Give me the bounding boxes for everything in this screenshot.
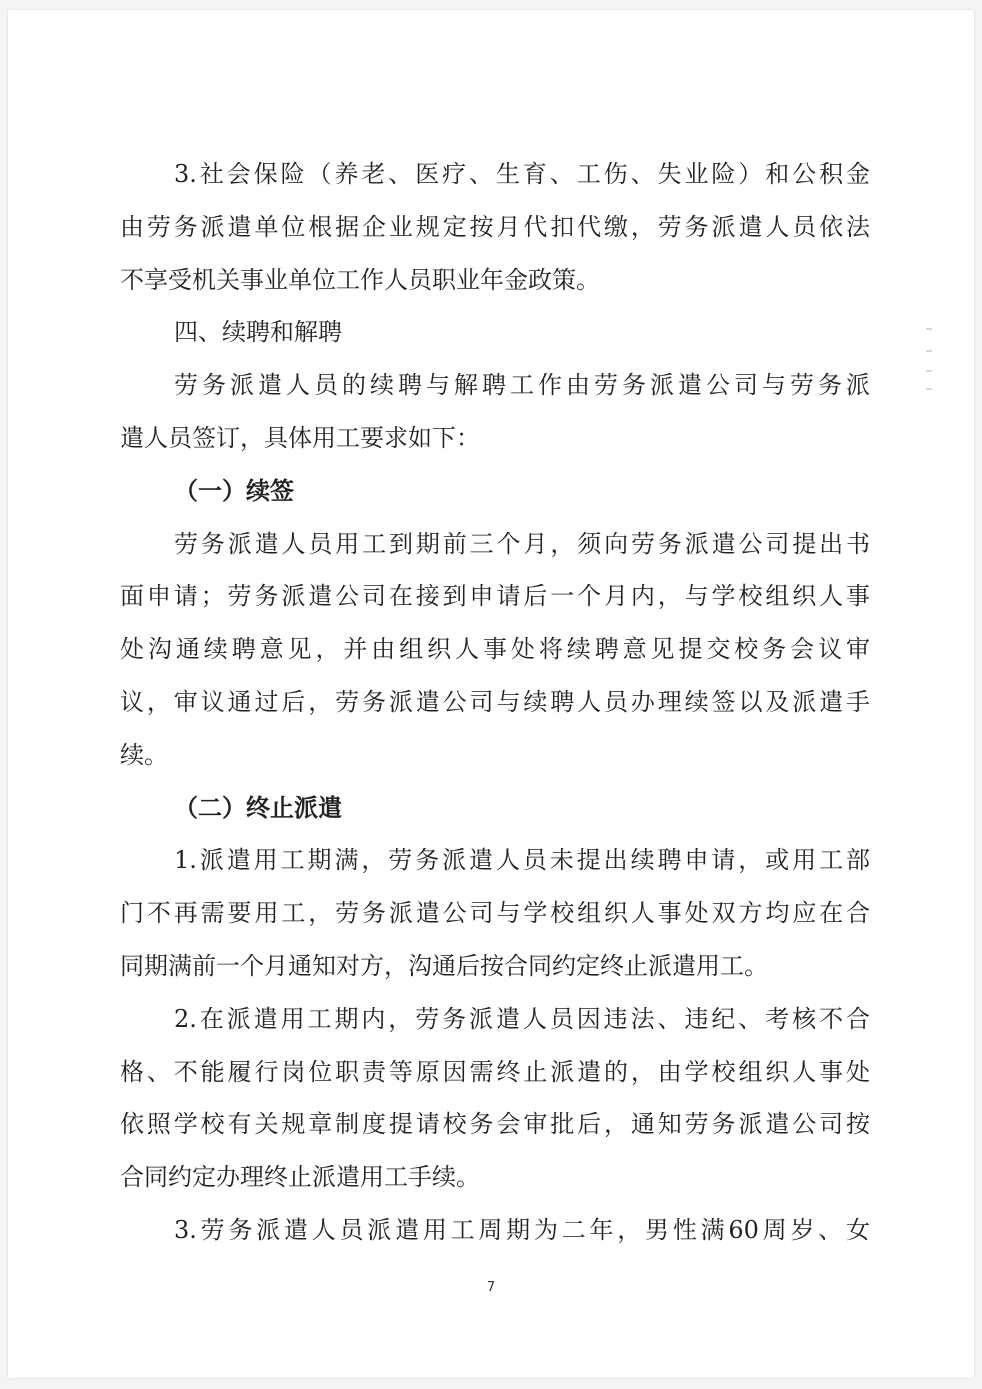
text-line: 同期满前一个月通知对方，沟通后按合同约定终止派遣用工。 (120, 951, 768, 980)
document-body (120, 148, 870, 1257)
document-page (8, 10, 974, 1378)
text-line: 3.劳务派遣人员派遣用工周期为二年，男性满60周岁、女 (174, 1215, 870, 1244)
text-line: 由劳务派遣单位根据企业规定按月代扣代缴，劳务派遣人员依法 (120, 212, 870, 241)
section-heading: 四、续聘和解聘 (174, 318, 342, 347)
text-line: 门不再需要用工，劳务派遣公司与学校组织人事处双方均应在合 (120, 899, 870, 928)
text-line: 议，审议通过后，劳务派遣公司与续聘人员办理续签以及派遣手 (120, 687, 870, 716)
text-line: 合同约定办理终止派遣用工手续。 (120, 1163, 480, 1192)
text-line: 依照学校有关规章制度提请校务会审批后，通知劳务派遣公司按 (120, 1110, 870, 1139)
text-line: 处沟通续聘意见，并由组织人事处将续聘意见提交校务会议审 (120, 635, 870, 664)
text-line: 格、不能履行岗位职责等原因需终止派遣的，由学校组织人事处 (120, 1057, 870, 1086)
text-line: 面申请；劳务派遣公司在接到申请后一个月内，与学校组织人事 (120, 582, 870, 611)
scan-mark (926, 370, 932, 372)
subsection-heading: （一）续签 (174, 476, 294, 505)
scan-mark (926, 388, 932, 390)
text-line: 不享受机关事业单位工作人员职业年金政策。 (120, 265, 600, 294)
text-line: 3.社会保险（养老、医疗、生育、工伤、失业险）和公积金 (174, 160, 870, 188)
text-line: 1.派遣用工期满，劳务派遣人员未提出续聘申请，或用工部 (174, 846, 870, 875)
scan-mark (926, 328, 932, 330)
text-line: 2.在派遣用工期内，劳务派遣人员因违法、违纪、考核不合 (174, 1004, 870, 1033)
text-line: 续。 (120, 740, 168, 769)
page-number: 7 (486, 1280, 496, 1295)
text-line: 遣人员签订，具体用工要求如下： (120, 423, 480, 452)
text-line: 劳务派遣人员用工到期前三个月，须向劳务派遣公司提出书 (174, 529, 870, 558)
text-line: 劳务派遣人员的续聘与解聘工作由劳务派遣公司与劳务派 (174, 371, 870, 400)
subsection-heading: （二）终止派遣 (174, 793, 342, 822)
scan-mark (926, 350, 932, 352)
